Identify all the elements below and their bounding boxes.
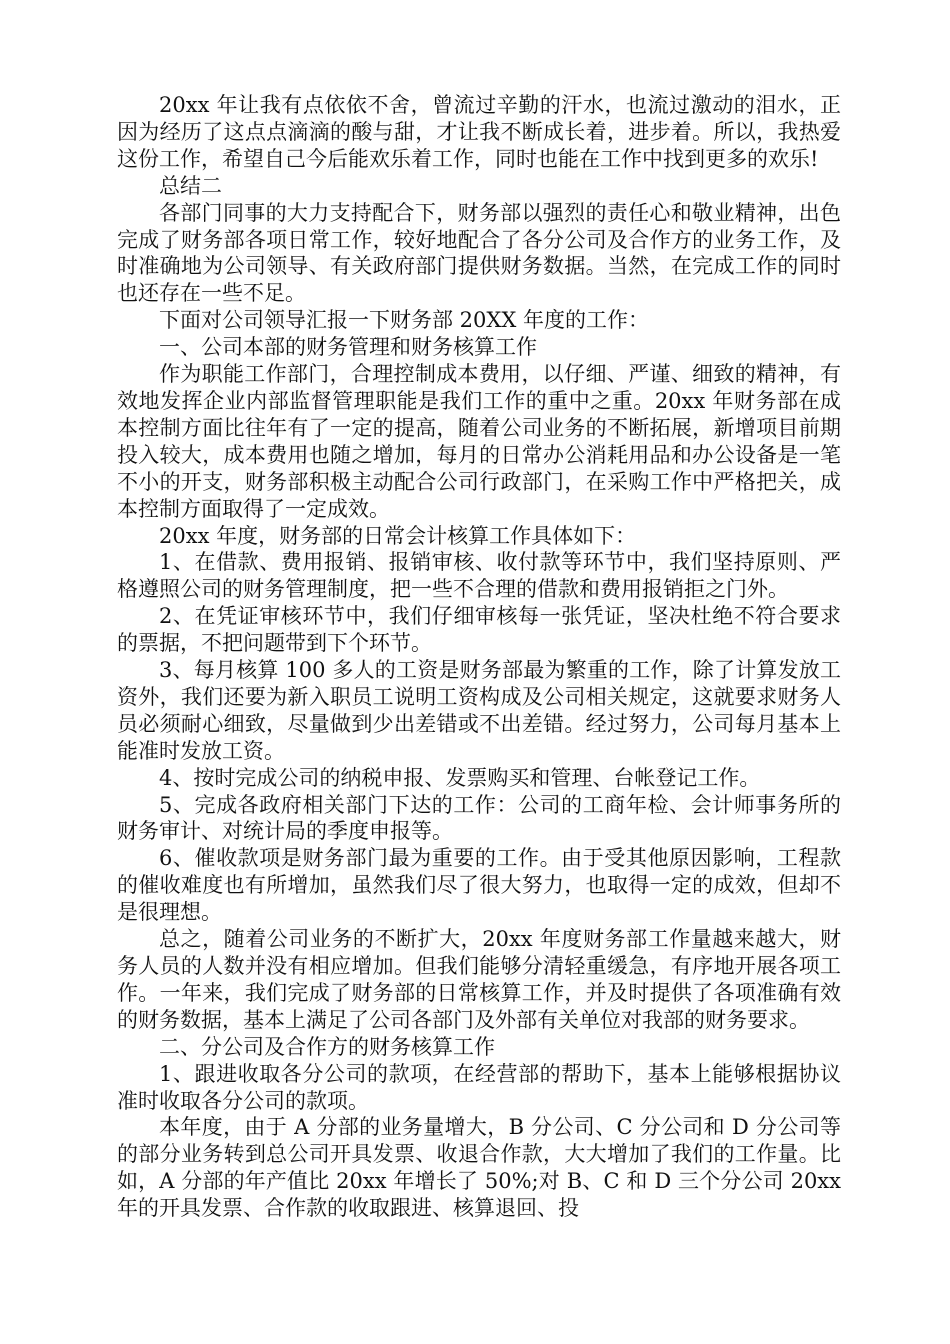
list-item-1-branch-collection: 1、跟进收取各分公司的款项，在经营部的帮助下，基本上能够根据协议准时收取各分公司的款项。 (117, 1061, 841, 1113)
list-item-4-tax-filing: 4、按时完成公司的纳税申报、发票购买和管理、台帐登记工作。 (159, 765, 761, 790)
paragraph-daily-accounting-intro: 20xx 年度，财务部的日常会计核算工作具体如下： (159, 523, 637, 548)
section-heading-summary-two: 总结二 (159, 173, 222, 198)
document-page (117, 92, 841, 1222)
paragraph-cost-control: 作为职能工作部门，合理控制成本费用，以仔细、严谨、细致的精神，有效地发挥企业内部监督管理职能是我们工作的重中之重。20xx 年财务部在成本控制方面比往年有了一定的提高，随着公司业务的不断拓展，新增项目前期投入较大，成本费用也随之增加，每月的日常办公消耗用品和办公设备是一笔不小的开支，财务部积极主动配合公司行政部门，在采购工作中严格把关，成本控制方面取得了一定成效。 (117, 362, 841, 521)
list-item-1-loans-reimbursement: 1、在借款、费用报销、报销审核、收付款等环节中，我们坚持原则、严格遵照公司的财务管理制度，把一些不合理的借款和费用报销拒之门外。 (117, 550, 841, 602)
list-item-6-collections: 6、催收款项是财务部门最为重要的工作。由于受其他原因影响，工程款的催收难度也有所增加，虽然我们尽了很大努力，也取得一定的成效，但却不是很理想。 (117, 846, 841, 925)
paragraph-report-intro: 下面对公司领导汇报一下财务部 20XX 年度的工作： (159, 308, 649, 333)
heading-part-two: 二、分公司及合作方的财务核算工作 (159, 1034, 495, 1059)
paragraph-intro-closing: 20xx 年让我有点依依不舍，曾流过辛勤的汗水，也流过激动的泪水，正因为经历了这点点滴滴的酸与甜，才让我不断成长着，进步着。所以，我热爱这份工作，希望自己今后能欢乐着工作，同时也能在工作中找到更多的欢乐! (117, 93, 841, 171)
list-item-5-government-tasks: 5、完成各政府相关部门下达的工作：公司的工商年检、会计师事务所的财务审计、对统计局的季度申报等。 (117, 792, 841, 844)
list-item-3-payroll: 3、每月核算 100 多人的工资是财务部最为繁重的工作，除了计算发放工资外，我们还要为新入职员工说明工资构成及公司相关规定，这就要求财务人员必须耐心细致，尽量做到少出差错或不出差错。经过努力，公司每月基本上能准时发放工资。 (117, 658, 841, 763)
paragraph-departments-support: 各部门同事的大力支持配合下，财务部以强烈的责任心和敬业精神，出色完成了财务部各项日常工作，较好地配合了各分公司及合作方的业务工作，及时准确地为公司领导、有关政府部门提供财务数据。当然，在完成工作的同时也还存在一些不足。 (117, 200, 841, 306)
paragraph-conclusion: 总之，随着公司业务的不断扩大，20xx 年度财务部工作量越来越大，财务人员的人数并没有相应增加。但我们能够分清轻重缓急，有序地开展各项工作。一年来，我们完成了财务部的日常核算工作，并及时提供了各项准确有效的财务数据，基本上满足了公司各部门及外部有关单位对我部的财务要求。 (117, 927, 841, 1032)
heading-part-one: 一、公司本部的财务管理和财务核算工作 (159, 335, 537, 360)
paragraph-branch-workload: 本年度，由于 A 分部的业务量增大，B 分公司、C 分公司和 D 分公司等的部分业务转到总公司开具发票、收退合作款，大大增加了我们的工作量。比如，A 分部的年产值比 20xx 年增长了 50%;对 B、C 和 D 三个分公司 20xx 年的开具发票、合作款的收取跟进、核算退回、投 (117, 1115, 841, 1221)
list-item-2-voucher-review: 2、在凭证审核环节中，我们仔细审核每一张凭证，坚决杜绝不符合要求的票据，不把问题带到下个环节。 (117, 604, 841, 656)
